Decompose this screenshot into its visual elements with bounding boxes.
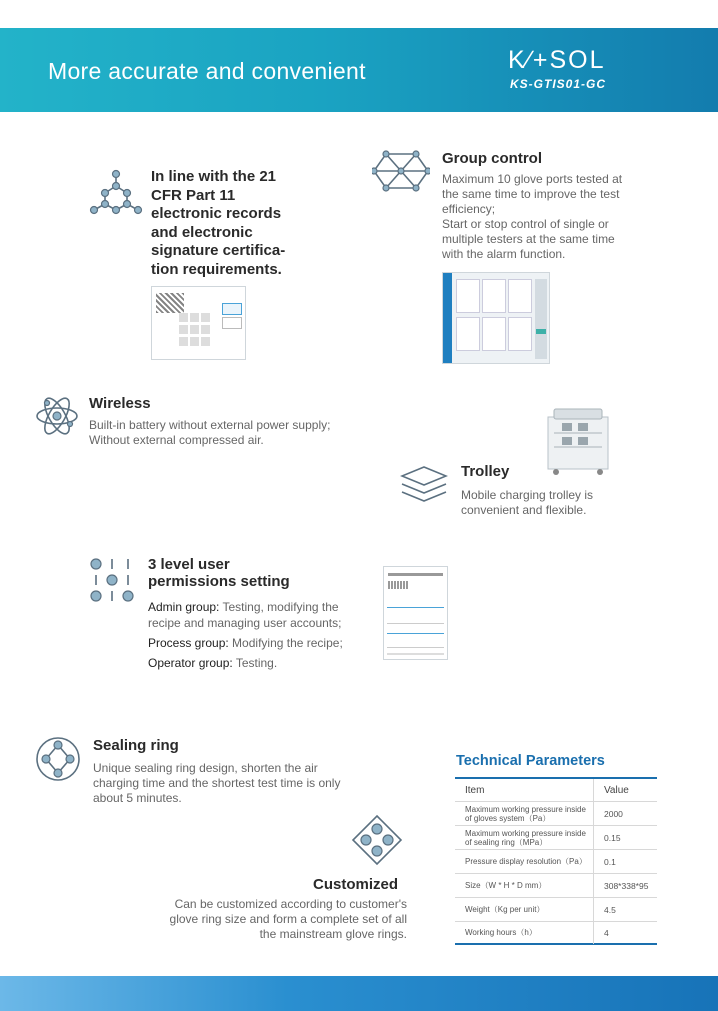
trolley-text: Mobile charging trolley is convenient and flexible. <box>461 488 594 517</box>
table-row <box>455 922 657 944</box>
page-title: More accurate and convenient <box>48 58 366 84</box>
table-row <box>455 874 657 898</box>
group-control-screenshot <box>442 272 550 364</box>
customized-text: Can be customized according to customer's glove ring size and form a complete set of all the mainstream glove rings. <box>169 897 407 941</box>
wireless-text: Built-in battery without external power supply; Without external compressed air. <box>89 418 331 447</box>
diamond-icon <box>351 814 403 866</box>
param-item: Maximum working pressure inside of sealing ring（MPa） <box>455 826 594 850</box>
param-item: Size（W * H * D mm） <box>455 874 594 898</box>
atom-icon <box>35 394 79 438</box>
cfr-title: In line with the 21 CFR Part 11 electronic records and electronic signature certifica- tion requirements. <box>151 168 286 278</box>
model-number: KS-GTIS01-GC <box>510 77 607 91</box>
params-title: Technical Parameters <box>456 753 605 769</box>
table-row <box>455 898 657 922</box>
table-header-row <box>455 779 657 802</box>
param-item: Maximum working pressure inside of gloves system（Pa） <box>455 802 594 826</box>
table-row <box>455 826 657 850</box>
param-item: Weight（Kg per unit） <box>455 898 594 922</box>
column-header-value: Value <box>594 779 658 802</box>
trolley-image <box>540 405 620 477</box>
param-item: Working hours（h） <box>465 928 537 938</box>
sealing-text: Unique sealing ring design, shorten the air charging time and the shortest test time is only about 5 minutes. <box>93 761 341 805</box>
params-table <box>455 779 657 944</box>
group-control-title: Group control <box>442 150 542 167</box>
sealing-title: Sealing ring <box>93 737 179 754</box>
param-value: 4.5 <box>594 898 658 922</box>
permissions-title: 3 level user permissions setting <box>148 556 290 590</box>
permissions-text: Admin group: Testing, modifying the recipe and managing user accounts; Process group: Modifying the recipe; Operator group: Testing. <box>148 600 343 670</box>
param-value: 4 <box>594 922 658 944</box>
permissions-screenshot <box>383 566 448 660</box>
signature-keypad-screenshot <box>151 286 246 360</box>
network-icon <box>372 150 430 192</box>
param-item: Pressure display resolution（Pa） <box>455 850 594 874</box>
layers-icon <box>400 464 448 506</box>
param-value: 2000 <box>594 802 658 826</box>
group-control-text: Maximum 10 glove ports tested at the same time to improve the test efficiency; Start or stop control of single or multiple testers at the same time with the alarm function. <box>442 172 623 261</box>
wireless-title: Wireless <box>89 395 151 412</box>
brand-logo: K∕+SOL <box>508 46 606 74</box>
param-value: 0.1 <box>594 850 658 874</box>
table-row <box>455 802 657 826</box>
column-header-item: Item <box>455 779 594 802</box>
ring-icon <box>35 736 81 782</box>
param-value: 308*338*95 <box>594 874 658 898</box>
users-grid-icon <box>88 557 136 603</box>
customized-title: Customized <box>313 876 399 893</box>
param-value: 0.15 <box>594 826 658 850</box>
trolley-title: Trolley <box>461 463 510 480</box>
molecule-icon <box>88 168 144 216</box>
table-row <box>455 850 657 874</box>
footer-banner <box>0 976 718 1011</box>
